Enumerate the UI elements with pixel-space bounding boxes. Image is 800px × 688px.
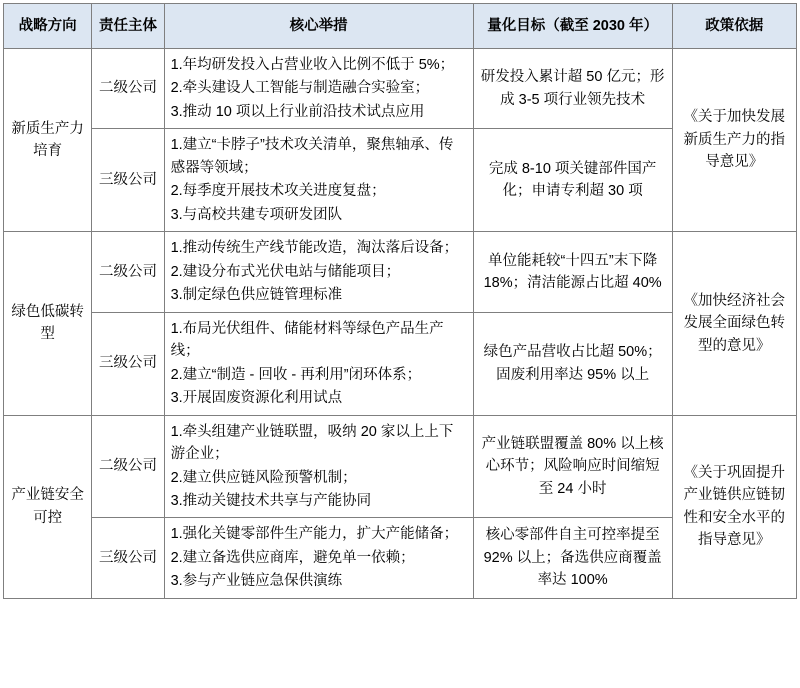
- core-measures-cell: [164, 312, 473, 415]
- measure-line: 2.每季度开展技术攻关进度复盘；: [170, 183, 386, 200]
- table-body: [4, 49, 797, 599]
- strategic-direction-cell: 绿色低碳转型: [4, 232, 92, 415]
- quantified-target-cell: 绿色产品营收占比超 50%；固废利用率达 95% 以上: [473, 312, 672, 415]
- core-measures-cell: [164, 415, 473, 518]
- core-measures-cell: [164, 49, 473, 129]
- policy-basis-cell: 《关于加快发展新质生产力的指导意见》: [672, 49, 797, 232]
- header-strategic-direction: 战略方向: [4, 4, 92, 49]
- table-row: [4, 415, 797, 518]
- responsible-subject-cell: 三级公司: [92, 312, 164, 415]
- measure-line: 2.建立供应链风险预警机制；: [170, 469, 357, 486]
- measure-line: 2.建设分布式光伏电站与储能项目；: [170, 263, 401, 280]
- measure-line: 2.牵头建设人工智能与制造融合实验室；: [170, 80, 430, 97]
- measure-line: 1.布局光伏组件、储能材料等绿色产品生产线；: [170, 320, 444, 360]
- responsible-subject-cell: 二级公司: [92, 232, 164, 312]
- measure-line: 3.制定绿色供应链管理标准: [170, 287, 343, 304]
- quantified-target-cell: 完成 8-10 项关键部件国产化；申请专利超 30 项: [473, 129, 672, 232]
- table-row: [4, 232, 797, 312]
- quantified-target-cell: 产业链联盟覆盖 80% 以上核心环节；风险响应时间缩短至 24 小时: [473, 415, 672, 518]
- strategic-direction-cell: 新质生产力培育: [4, 49, 92, 232]
- strategic-direction-cell: 产业链安全可控: [4, 415, 92, 598]
- header-row: [4, 4, 797, 49]
- header-quantified-targets: 量化目标（截至 2030 年）: [473, 4, 672, 49]
- policy-basis-cell: 《加快经济社会发展全面绿色转型的意见》: [672, 232, 797, 415]
- measure-line: 1.年均研发投入占营业收入比例不低于 5%；: [170, 57, 455, 73]
- measure-line: 1.强化关键零部件生产能力，扩大产能储备；: [170, 526, 459, 543]
- quantified-target-cell: 核心零部件自主可控率提至 92% 以上；备选供应商覆盖率达 100%: [473, 518, 672, 598]
- measure-line: 3.推动 10 项以上行业前沿技术试点应用: [170, 103, 425, 120]
- core-measures-cell: [164, 129, 473, 232]
- core-measures-cell: [164, 232, 473, 312]
- measure-line: 3.开展固废资源化利用试点: [170, 390, 343, 407]
- measure-line: 3.与高校共建专项研发团队: [170, 206, 343, 223]
- core-measures-cell: [164, 518, 473, 598]
- responsible-subject-cell: 三级公司: [92, 129, 164, 232]
- header-responsible-subject: 责任主体: [92, 4, 164, 49]
- responsible-subject-cell: 二级公司: [92, 49, 164, 129]
- responsible-subject-cell: 二级公司: [92, 415, 164, 518]
- measure-line: 3.参与产业链应急保供演练: [170, 573, 343, 590]
- measure-line: 2.建立备选供应商库，避免单一依赖；: [170, 549, 415, 566]
- policy-basis-cell: 《关于巩固提升产业链供应链韧性和安全水平的指导意见》: [672, 415, 797, 598]
- quantified-target-cell: 单位能耗较“十四五”末下降 18%；清洁能源占比超 40%: [473, 232, 672, 312]
- responsible-subject-cell: 三级公司: [92, 518, 164, 598]
- measure-line: 3.推动关键技术共享与产能协同: [170, 492, 372, 509]
- table-row: [4, 49, 797, 129]
- header-core-measures: 核心举措: [164, 4, 473, 49]
- header-policy-basis: 政策依据: [672, 4, 797, 49]
- measure-line: 2.建立“制造 - 回收 - 再利用”闭环体系；: [170, 366, 422, 383]
- measure-line: 1.推动传统生产线节能改造，淘汰落后设备；: [170, 240, 459, 257]
- strategy-policy-table: [3, 3, 797, 599]
- table-header: [4, 4, 797, 49]
- measure-line: 1.牵头组建产业链联盟，吸纳 20 家以上上下游企业；: [170, 423, 454, 463]
- quantified-target-cell: 研发投入累计超 50 亿元；形成 3-5 项行业领先技术: [473, 49, 672, 129]
- measure-line: 1.建立“卡脖子”技术攻关清单，聚焦轴承、传感器等领域；: [170, 137, 454, 176]
